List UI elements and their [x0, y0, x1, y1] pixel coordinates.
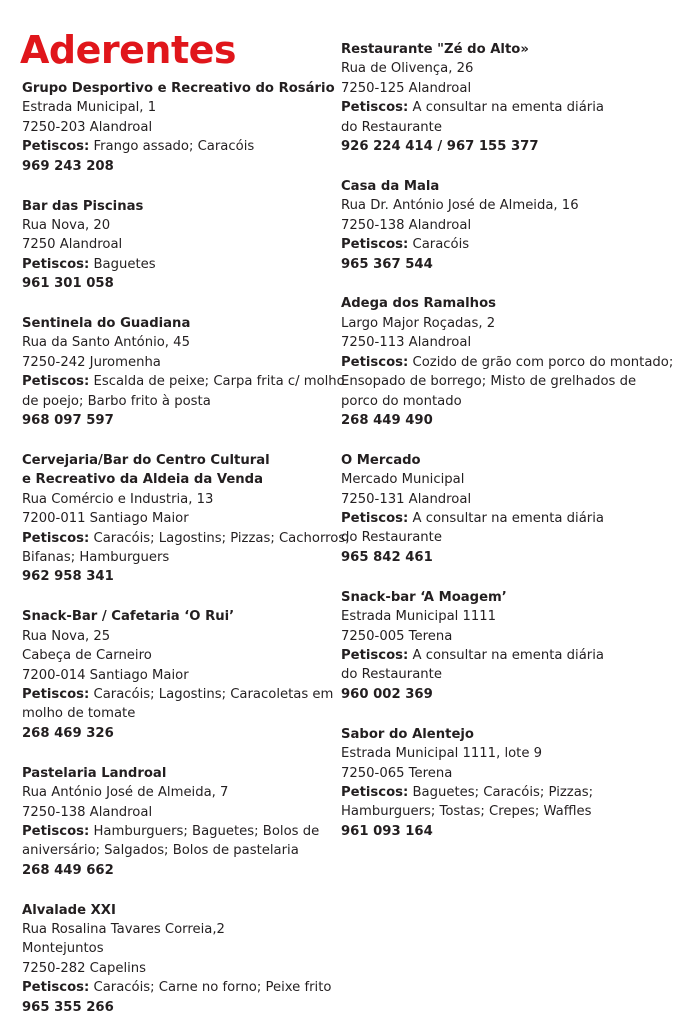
venue-phone: 268 449 490: [341, 412, 433, 428]
venue-entry: [22, 607, 347, 743]
venue-phone: 960 002 369: [341, 686, 433, 702]
petiscos-text: Cozido de grão com porco do montado;: [412, 354, 674, 370]
left-column: [22, 79, 350, 1017]
petiscos-label: Petiscos:: [341, 100, 409, 116]
petiscos-label: Petiscos:: [341, 647, 409, 663]
petiscos-text: aniversário; Salgados; Bolos de pastelaria: [22, 843, 299, 859]
venue-name: Bar das Piscinas: [22, 198, 144, 214]
venue-name: Sabor do Alentejo: [341, 726, 474, 742]
venue-petiscos-line: [341, 783, 666, 802]
venue-entry: [22, 451, 350, 587]
venue-phone: 961 301 058: [22, 276, 114, 292]
venue-petiscos-line: [341, 802, 666, 821]
venue-entry: [22, 901, 347, 1017]
venue-entry: [22, 197, 347, 294]
petiscos-text: Ensopado de borrego; Misto de grelhados de: [341, 374, 637, 390]
venue-petiscos-line: [22, 822, 347, 841]
petiscos-label: Petiscos:: [341, 237, 409, 253]
petiscos-text: do Restaurante: [341, 119, 442, 135]
venue-entry: [341, 177, 666, 274]
venue-entry: [341, 725, 666, 841]
venue-petiscos-line: [22, 255, 347, 274]
petiscos-text: do Restaurante: [341, 667, 442, 683]
petiscos-text: Caracóis; Lagostins; Pizzas; Cachorros;: [93, 530, 350, 546]
venue-petiscos-line: [341, 646, 666, 665]
venue-phone: 965 355 266: [22, 999, 114, 1015]
venue-petiscos-line: [22, 548, 347, 567]
venue-name: Alvalade XXI: [22, 902, 116, 918]
venue-petiscos-line: [341, 235, 666, 254]
petiscos-text: A consultar na ementa diária: [412, 647, 604, 663]
venue-name: Pastelaria Landroal: [22, 765, 167, 781]
petiscos-label: Petiscos:: [341, 354, 409, 370]
venue-petiscos-line: [341, 392, 666, 411]
venue-address-line: 7250-113 Alandroal: [341, 335, 472, 351]
petiscos-label: Petiscos:: [22, 686, 90, 702]
venue-address-line: Rua da Santo António, 45: [22, 335, 190, 351]
venue-entry: [22, 79, 347, 176]
petiscos-label: Petiscos:: [341, 511, 409, 527]
venue-name: Cervejaria/Bar do Centro Cultural: [22, 453, 270, 468]
venue-entry: [341, 40, 666, 156]
right-column: [341, 40, 674, 841]
venue-name: Grupo Desportivo e Recreativo do Rosário: [22, 81, 335, 96]
venue-address-line: 7250-138 Alandroal: [22, 804, 153, 820]
venue-address-line: Rua Dr. António José de Almeida, 16: [341, 198, 579, 214]
venue-address-line: Montejuntos: [22, 941, 104, 957]
venue-entry: [22, 314, 347, 430]
petiscos-label: Petiscos:: [22, 374, 90, 390]
venue-phone: 965 367 544: [341, 256, 433, 272]
venue-phone: 961 093 164: [341, 823, 433, 839]
petiscos-text: molho de tomate: [22, 706, 136, 722]
venue-address-line: 7250-065 Terena: [341, 765, 453, 781]
petiscos-text: Hamburguers; Baguetes; Bolos de: [93, 823, 320, 839]
venue-address-line: 7250 Alandroal: [22, 237, 123, 253]
venue-address-line: 7200-014 Santiago Maior: [22, 667, 189, 683]
venue-petiscos-line: [341, 118, 666, 137]
venue-address-line: Rua Nova, 20: [22, 217, 111, 233]
venue-address-line: Estrada Municipal, 1: [22, 100, 157, 116]
page-title: Aderentes: [20, 28, 237, 72]
petiscos-label: Petiscos:: [22, 139, 90, 155]
venue-address-line: 7250-125 Alandroal: [341, 80, 472, 96]
petiscos-text: Baguetes: [93, 256, 156, 272]
venue-address-line: Largo Major Roçadas, 2: [341, 315, 496, 331]
petiscos-label: Petiscos:: [22, 980, 90, 996]
venue-petiscos-line: [22, 392, 347, 411]
petiscos-text: do Restaurante: [341, 530, 442, 546]
petiscos-text: Caracóis; Lagostins; Caracoletas em: [93, 686, 334, 702]
venue-address-line: Mercado Municipal: [341, 472, 465, 488]
venue-address-line: Rua António José de Almeida, 7: [22, 785, 229, 801]
venue-petiscos-line: [22, 978, 347, 997]
venue-name: Snack-Bar / Cafetaria ‘O Rui’: [22, 609, 235, 625]
venue-address-line: 7250-005 Terena: [341, 628, 453, 644]
venue-phone: 962 958 341: [22, 569, 114, 585]
venue-petiscos-line: [22, 685, 347, 704]
venue-phone: 268 469 326: [22, 725, 114, 741]
venue-address-line: 7250-138 Alandroal: [341, 217, 472, 233]
petiscos-text: Hamburguers; Tostas; Crepes; Waffles: [341, 804, 592, 820]
venue-address-line: Cabeça de Carneiro: [22, 648, 152, 664]
venue-address-line: Estrada Municipal 1111, lote 9: [341, 746, 543, 762]
venue-phone: 968 097 597: [22, 413, 114, 429]
venue-petiscos-line: [22, 704, 347, 723]
petiscos-text: A consultar na ementa diária: [412, 100, 604, 116]
venue-phone: 969 243 208: [22, 158, 114, 174]
petiscos-label: Petiscos:: [22, 256, 90, 272]
petiscos-text: Bifanas; Hamburguers: [22, 550, 170, 566]
venue-entry: [341, 294, 674, 430]
venue-name: Sentinela do Guadiana: [22, 316, 191, 332]
venue-address-line: 7200-011 Santiago Maior: [22, 511, 189, 527]
petiscos-label: Petiscos:: [341, 784, 409, 800]
venue-entry: [341, 588, 666, 704]
venue-name: e Recreativo da Aldeia da Venda: [22, 472, 264, 488]
petiscos-label: Petiscos:: [22, 823, 90, 839]
venue-phone: 268 449 662: [22, 862, 114, 878]
venue-address-line: Rua Comércio e Industria, 13: [22, 491, 214, 507]
venue-entry: [22, 764, 347, 880]
petiscos-text: Frango assado; Caracóis: [93, 139, 255, 155]
venue-petiscos-line: [22, 841, 347, 860]
petiscos-text: Escalda de peixe; Carpa frita c/ molho: [93, 374, 345, 390]
venue-address-line: 7250-203 Alandroal: [22, 119, 153, 135]
venue-name: O Mercado: [341, 452, 421, 468]
venue-address-line: 7250-282 Capelins: [22, 960, 147, 976]
venue-phone: 926 224 414 / 967 155 377: [341, 139, 539, 155]
venue-petiscos-line: [22, 372, 347, 391]
petiscos-text: Baguetes; Caracóis; Pizzas;: [412, 784, 594, 800]
venue-petiscos-line: [341, 665, 666, 684]
petiscos-label: Petiscos:: [22, 530, 90, 546]
petiscos-text: porco do montado: [341, 393, 462, 409]
venue-address-line: Rua de Olivença, 26: [341, 61, 474, 77]
venue-address-line: 7250-131 Alandroal: [341, 491, 472, 507]
venue-address-line: Rua Nova, 25: [22, 628, 111, 644]
venue-address-line: Estrada Municipal 1111: [341, 609, 497, 625]
venue-petiscos-line: [341, 509, 666, 528]
venue-petiscos-line: [341, 353, 674, 372]
venue-petiscos-line: [341, 528, 666, 547]
petiscos-text: Caracóis: [412, 237, 470, 253]
venue-phone: 965 842 461: [341, 549, 433, 565]
venue-name: Adega dos Ramalhos: [341, 296, 496, 312]
venue-petiscos-line: [22, 529, 350, 548]
petiscos-text: A consultar na ementa diária: [412, 511, 604, 527]
petiscos-text: de poejo; Barbo frito à posta: [22, 393, 211, 409]
venue-petiscos-line: [341, 372, 666, 391]
venue-name: Snack-bar ‘A Moagem’: [341, 589, 507, 605]
venue-petiscos-line: [22, 137, 347, 156]
venue-name: Casa da Mala: [341, 178, 440, 194]
venue-petiscos-line: [341, 98, 666, 117]
venue-address-line: Rua Rosalina Tavares Correia,2: [22, 922, 225, 938]
venue-address-line: 7250-242 Juromenha: [22, 354, 161, 370]
venue-name: Restaurante "Zé do Alto»: [341, 42, 529, 57]
venue-entry: [341, 451, 666, 567]
petiscos-text: Caracóis; Carne no forno; Peixe frito: [93, 980, 332, 996]
